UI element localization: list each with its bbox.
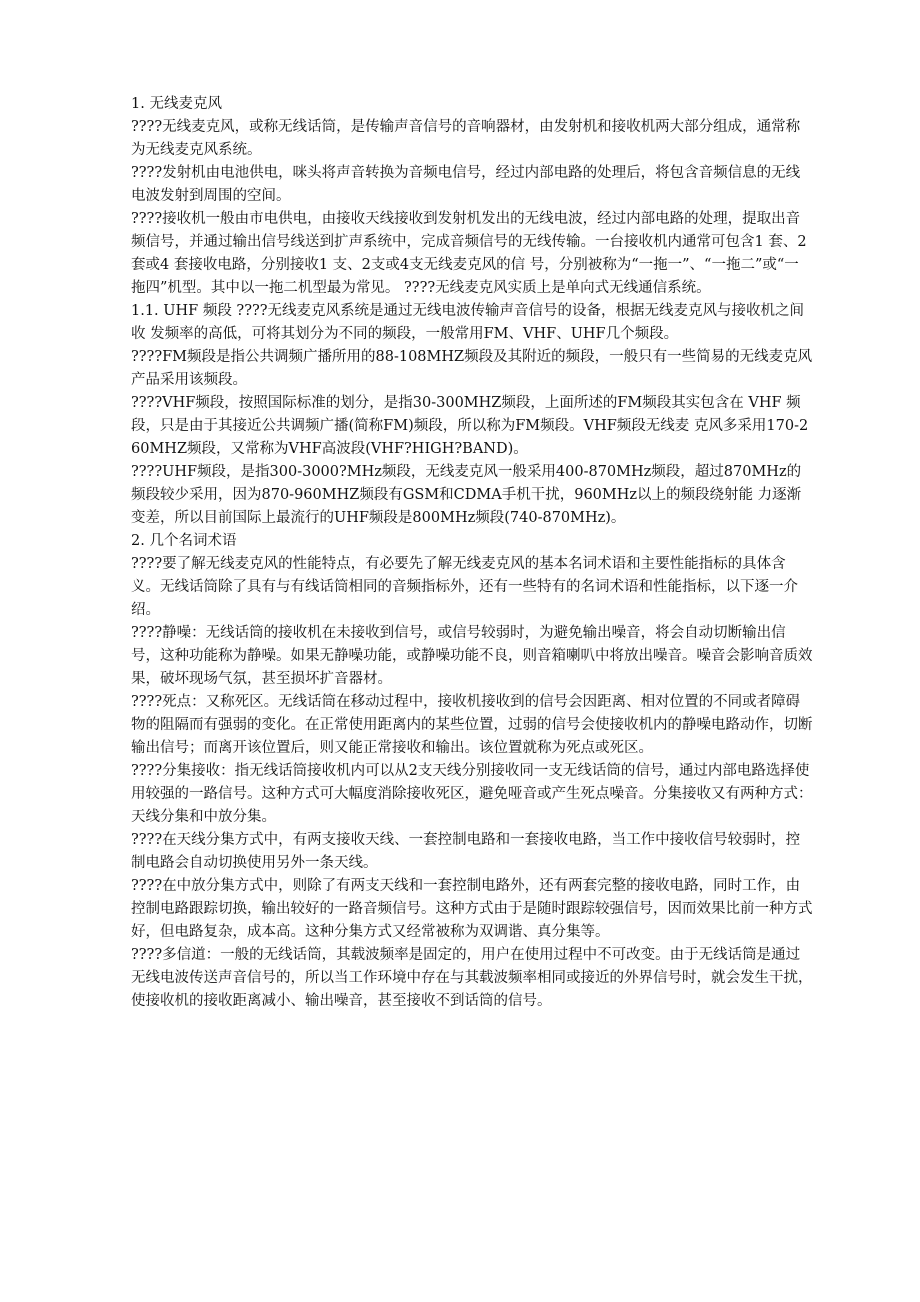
paragraph-uhf-band-intro: 1.1. UHF 频段 ????无线麦克风系统是通过无线电波传输声音信号的设备，根据无线麦克风与接收机之间收 发频率的高低，可将其划分为不同的频段，一般常用FM、VHF、UHF几个频段。: [131, 303, 805, 342]
paragraph-fm-band: ????FM频段是指公共调频广播所用的88-108MHZ频段及其附近的频段，一般只有一些简易的无线麦克风产品采用该频段。: [131, 349, 813, 388]
paragraph-antenna-diversity: ????在天线分集方式中，有两支接收天线、一套控制电路和一套接收电路，当工作中接收信号较弱时，控制电路会自动切换使用另外一条天线。: [131, 832, 801, 871]
section-heading-1: 1. 无线麦克风: [131, 96, 222, 112]
paragraph-multi-channel: ????多信道：一般的无线话筒，其载波频率是固定的，用户在使用过程中不可改变。由于无线话筒是通过无线电波传送声音信号的，所以当工作环境中存在与其载波频率相同或接近的外界信号时，就会发生干扰，使接收机的接收距离减小、输出噪音，甚至接收不到话筒的信号。: [131, 947, 813, 1009]
paragraph-if-diversity: ????在中放分集方式中，则除了有两支天线和一套控制电路外，还有两套完整的接收电路，同时工作，由控制电路跟踪切换，输出较好的一路音频信号。这种方式由于是随时跟踪较强信号，因而效果比前一种方式好，但电路复杂，成本高。这种分集方式又经常被称为双调谐、真分集等。: [131, 878, 813, 940]
paragraph-squelch: ????静噪：无线话筒的接收机在未接收到信号，或信号较弱时，为避免输出噪音，将会自动切断输出信号，这种功能称为静噪。如果无静噪功能，或静噪功能不良，则音箱喇叭中将放出噪音。噪音会影响音质效果，破坏现场气氛，甚至损坏扩音器材。: [131, 625, 813, 687]
paragraph-terms-intro: ????要了解无线麦克风的性能特点，有必要先了解无线麦克风的基本名词术语和主要性能指标的具体含义。无线话筒除了具有与有线话筒相同的音频指标外，还有一些特有的名词术语和性能指标，以下逐一介绍。: [131, 556, 798, 618]
paragraph-vhf-band: ????VHF频段，按照国际标准的划分，是指30-300MHZ频段，上面所述的FM频段其实包含在 VHF 频段，只是由于其接近公共调频广播(简称FM)频段，所以称为FM频段。VHF频段无线麦 克风多采用170-260MHZ频段，又常称为VHF高波段(VHF?HIGH?BAND)。: [131, 395, 809, 457]
paragraph-dead-spot: ????死点：又称死区。无线话筒在移动过程中，接收机接收到的信号会因距离、相对位置的不同或者障碍物的阻隔而有强弱的变化。在正常使用距离内的某些位置，过弱的信号会使接收机内的静噪电路动作，切断输出信号；而离开该位置后，则又能正常接收和输出。该位置就称为死点或死区。: [131, 694, 813, 756]
paragraph-uhf-band: ????UHF频段，是指300-3000?MHz频段，无线麦克风一般采用400-870MHz频段，超过870MHz的频段较少采用，因为870-960MHZ频段有GSM和CDMA手机干扰，960MHz以上的频段绕射能 力逐渐变差，所以目前国际上最流行的UHF频段是800MHz频段(740-870MHz)。: [131, 464, 802, 526]
paragraph-intro: ????无线麦克风，或称无线话筒，是传输声音信号的音响器材，由发射机和接收机两大部分组成，通常称为无线麦克风系统。: [131, 119, 801, 158]
document-page: [131, 93, 813, 1013]
section-heading-2: 2. 几个名词术语: [131, 533, 237, 549]
paragraph-transmitter: ????发射机由电池供电，咪头将声音转换为音频电信号，经过内部电路的处理后，将包含音频信息的无线电波发射到周围的空间。: [131, 165, 801, 204]
paragraph-receiver: ????接收机一般由市电供电，由接收天线接收到发射机发出的无线电波，经过内部电路的处理，提取出音频信号，并通过输出信号线送到扩声系统中，完成音频信号的无线传输。一台接收机内通常可包含1 套、2套或4 套接收电路，分别接收1 支、2支或4支无线麦克风的信 号，分别被称为“一拖一”、“一拖二”或“一拖四”机型。其中以一拖二机型最为常见。 ????无线麦克风实质上是单向式无线通信系统。: [131, 211, 807, 296]
paragraph-diversity: ????分集接收：指无线话筒接收机内可以从2支天线分别接收同一支无线话筒的信号，通过内部电路选择使用较强的一路信号。这种方式可大幅度消除接收死区，避免哑音或产生死点噪音。分集接收又有两种方式：天线分集和中放分集。: [131, 763, 813, 825]
